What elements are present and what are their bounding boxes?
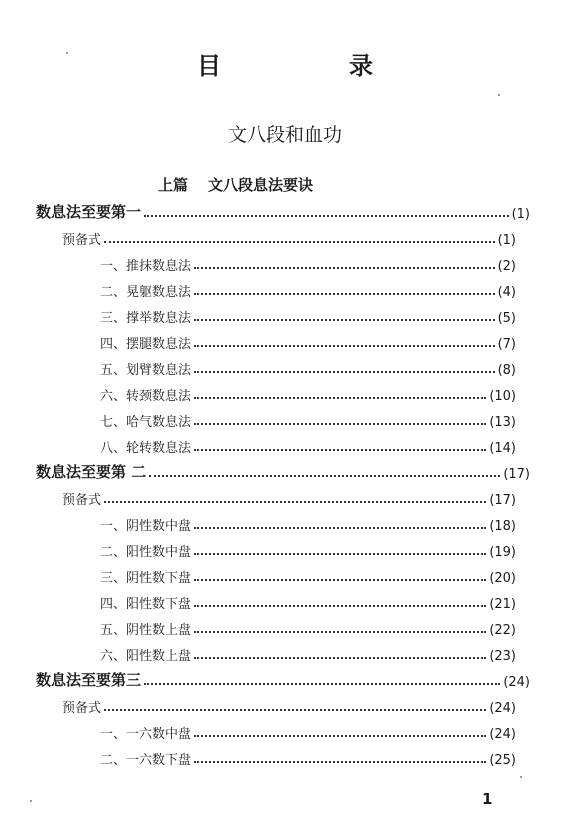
toc-entry-title: 二、阳性数中盘: [100, 545, 192, 560]
toc-entry-title: 五、阴性数上盘: [100, 623, 192, 638]
toc-entry-page: (21): [489, 597, 516, 612]
toc-entry: [100, 744, 516, 768]
toc-entry: [100, 250, 516, 274]
toc-entry: [62, 692, 516, 716]
toc-leader-dots: [194, 370, 495, 373]
toc-entry-title: 五、划臂数息法: [100, 363, 192, 378]
toc-entry-page: (10): [489, 389, 516, 404]
toc-entry-page: (22): [489, 623, 516, 638]
print-speck: [498, 94, 500, 96]
toc-entry-page: (17): [503, 467, 530, 482]
toc-leader-dots: [194, 552, 486, 555]
toc-leader-dots: [194, 578, 486, 581]
toc-entry-page: (24): [489, 727, 516, 742]
toc-leader-dots: [104, 240, 495, 243]
toc-entry-page: (25): [489, 753, 516, 768]
part-name: 文八段息法要诀: [208, 176, 314, 194]
toc-entry: [100, 276, 516, 300]
toc-entry-title: 一、推抹数息法: [100, 259, 192, 274]
toc-entry-title: 预备式: [62, 701, 102, 716]
toc-entry-title: 预备式: [62, 493, 102, 508]
toc-leader-dots: [144, 682, 500, 685]
toc-entry-title: 六、阳性数上盘: [100, 649, 192, 664]
toc-entry: [100, 536, 516, 560]
toc-leader-dots: [104, 500, 486, 503]
toc-entry: [100, 640, 516, 664]
toc-entry: [100, 328, 516, 352]
toc-entry-page: (23): [489, 649, 516, 664]
toc-entry: [100, 718, 516, 742]
toc-entry-title: 预备式: [62, 233, 102, 248]
toc-entry-title: 一、一六数中盘: [100, 727, 192, 742]
toc-leader-dots: [149, 474, 500, 477]
toc-entry-title: 八、轮转数息法: [100, 441, 192, 456]
toc-entry-page: (5): [497, 311, 516, 326]
toc-entry-page: (20): [489, 571, 516, 586]
toc-entry-title: 数息法至要第 二: [36, 463, 147, 481]
toc-entry-page: (8): [497, 363, 516, 378]
print-speck: [66, 52, 68, 54]
toc-entry-title: 数息法至要第一: [36, 203, 142, 221]
toc-entry: [100, 562, 516, 586]
toc-entry-page: (19): [489, 545, 516, 560]
toc-entry-title: 三、阴性数下盘: [100, 571, 192, 586]
part-label: 上篇: [158, 176, 189, 194]
toc-leader-dots: [194, 656, 486, 659]
toc-entry: [100, 354, 516, 378]
toc-entry: [36, 198, 530, 222]
toc-leader-dots: [104, 708, 486, 711]
toc-leader-dots: [194, 292, 495, 295]
toc-entry-page: (13): [489, 415, 516, 430]
toc-leader-dots: [194, 734, 486, 737]
toc-leader-dots: [194, 630, 486, 633]
print-speck: [30, 800, 32, 802]
toc-entry-page: (1): [511, 207, 530, 222]
toc-entry: [36, 666, 530, 690]
toc-entry-title: 四、阳性数下盘: [100, 597, 192, 612]
toc-entry-page: (1): [497, 233, 516, 248]
book-title: 文八段和血功: [227, 124, 342, 146]
toc-leader-dots: [144, 214, 509, 217]
toc-entry: [100, 380, 516, 404]
toc-entry-page: (4): [497, 285, 516, 300]
toc-leader-dots: [194, 760, 486, 763]
toc-entry-title: 三、撑举数息法: [100, 311, 192, 326]
toc-entry: [100, 588, 516, 612]
toc-entry-page: (17): [489, 493, 516, 508]
toc-entry-page: (2): [497, 259, 516, 274]
toc-entry-page: (24): [489, 701, 516, 716]
print-speck: [520, 776, 522, 778]
toc-entry-title: 数息法至要第三: [36, 671, 142, 689]
toc-entry: [62, 224, 516, 248]
toc-leader-dots: [194, 604, 486, 607]
toc-leader-dots: [194, 422, 486, 425]
toc-entry-title: 二、一六数下盘: [100, 753, 192, 768]
toc-leader-dots: [194, 526, 486, 529]
toc-entry-page: (7): [497, 337, 516, 352]
page-title: 目 录: [197, 52, 425, 80]
toc-entry: [100, 302, 516, 326]
toc-entry-page: (24): [503, 675, 530, 690]
toc-entry-title: 六、转颈数息法: [100, 389, 192, 404]
toc-entry-title: 二、晃躯数息法: [100, 285, 192, 300]
part-title: [158, 174, 313, 195]
toc-leader-dots: [194, 396, 486, 399]
toc-entry-page: (18): [489, 519, 516, 534]
toc-entry: [100, 432, 516, 456]
toc-entry-page: (14): [489, 441, 516, 456]
toc-entry: [100, 614, 516, 638]
toc-leader-dots: [194, 448, 486, 451]
toc-entry-title: 四、摆腿数息法: [100, 337, 192, 352]
toc-entry-title: 七、哈气数息法: [100, 415, 192, 430]
toc-entry: [100, 510, 516, 534]
toc-leader-dots: [194, 266, 495, 269]
toc-entry: [100, 406, 516, 430]
toc-leader-dots: [194, 344, 495, 347]
toc-entry-title: 一、阴性数中盘: [100, 519, 192, 534]
toc-entry: [62, 484, 516, 508]
toc-entry: [36, 458, 530, 482]
page-number: 1: [482, 790, 493, 808]
toc-leader-dots: [194, 318, 495, 321]
